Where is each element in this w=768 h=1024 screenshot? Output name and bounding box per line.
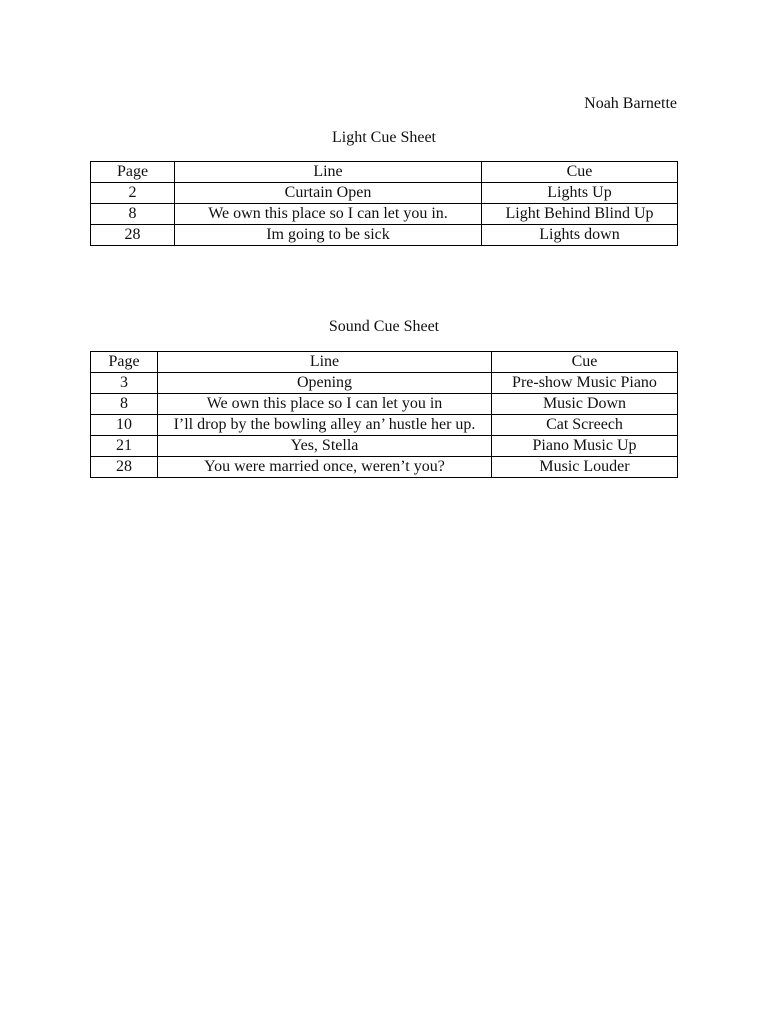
cell-cue: Light Behind Blind Up [482, 204, 678, 225]
column-header-cue: Cue [482, 162, 678, 183]
light-cue-table [90, 161, 678, 246]
column-header-page: Page [91, 352, 158, 373]
table-header-row [91, 352, 678, 373]
cell-cue: Music Down [492, 394, 678, 415]
cell-line: Im going to be sick [175, 225, 482, 246]
column-header-cue: Cue [492, 352, 678, 373]
cell-cue: Cat Screech [492, 415, 678, 436]
column-header-page: Page [91, 162, 175, 183]
cell-page: 2 [91, 183, 175, 204]
cell-cue: Lights Up [482, 183, 678, 204]
cell-page: 8 [91, 204, 175, 225]
sound-cue-sheet-title: Sound Cue Sheet [328, 318, 440, 335]
light-cue-sheet-title: Light Cue Sheet [332, 129, 436, 146]
cell-line: We own this place so I can let you in. [175, 204, 482, 225]
table-row [91, 183, 678, 204]
column-header-line: Line [158, 352, 492, 373]
cell-cue: Music Louder [492, 457, 678, 478]
cell-page: 21 [91, 436, 158, 457]
cell-page: 28 [91, 457, 158, 478]
table-row [91, 373, 678, 394]
cell-line: I’ll drop by the bowling alley an’ hustle her up. [158, 415, 492, 436]
cell-page: 3 [91, 373, 158, 394]
cell-page: 28 [91, 225, 175, 246]
table-row [91, 225, 678, 246]
cell-line: Curtain Open [175, 183, 482, 204]
table-row [91, 394, 678, 415]
column-header-line: Line [175, 162, 482, 183]
table-row [91, 415, 678, 436]
cell-cue: Pre-show Music Piano [492, 373, 678, 394]
table-row [91, 436, 678, 457]
cell-page: 8 [91, 394, 158, 415]
author-name: Noah Barnette [584, 95, 677, 112]
cell-page: 10 [91, 415, 158, 436]
table-row [91, 204, 678, 225]
cell-line: Yes, Stella [158, 436, 492, 457]
cell-cue: Piano Music Up [492, 436, 678, 457]
table-header-row [91, 162, 678, 183]
cell-line: We own this place so I can let you in [158, 394, 492, 415]
cell-line: You were married once, weren’t you? [158, 457, 492, 478]
sound-cue-table [90, 351, 678, 478]
cell-line: Opening [158, 373, 492, 394]
cell-cue: Lights down [482, 225, 678, 246]
table-row [91, 457, 678, 478]
